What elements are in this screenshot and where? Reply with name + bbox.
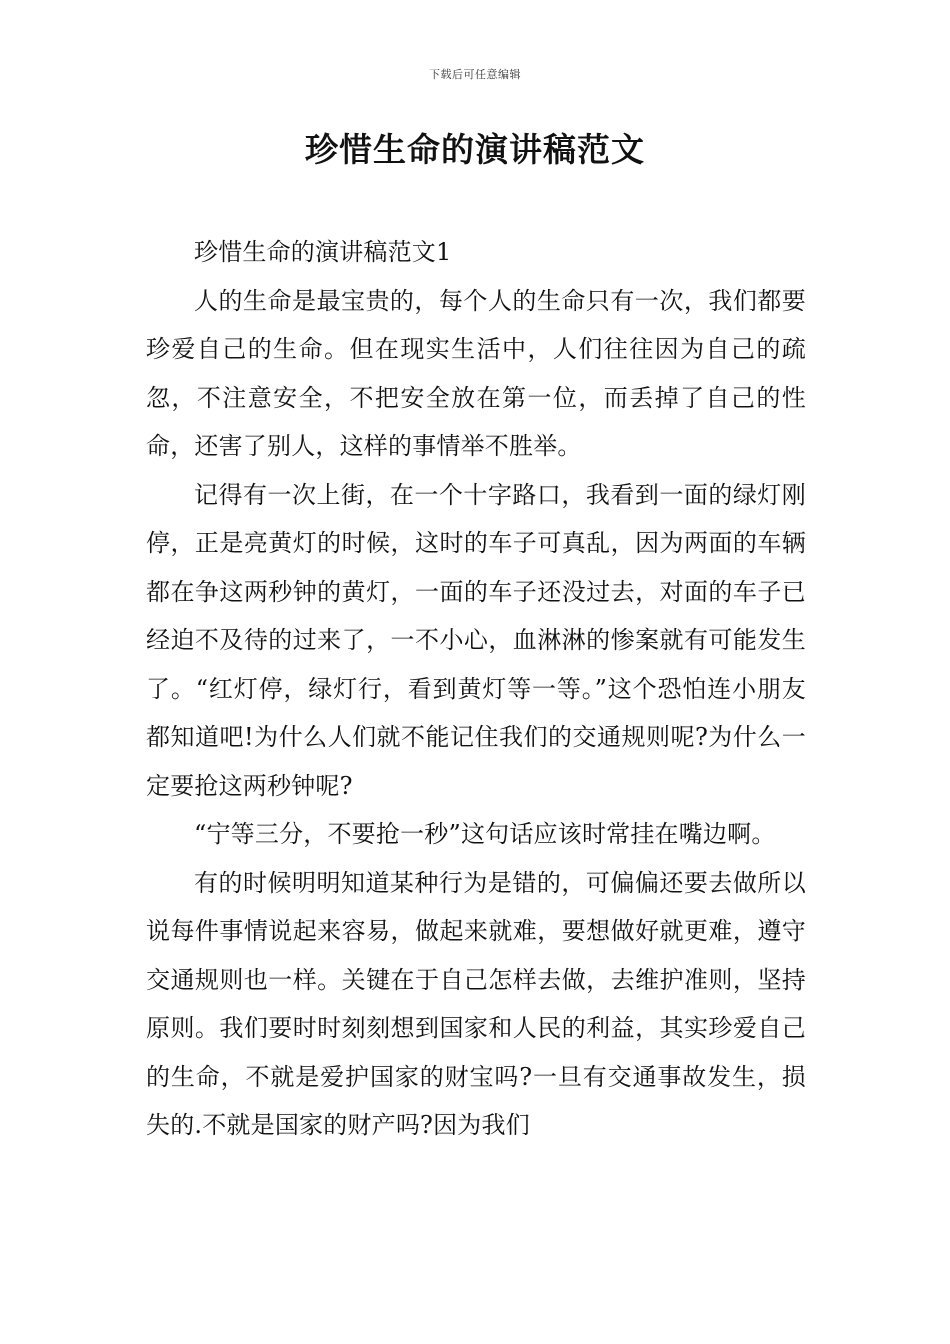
body-paragraph: “宁等三分，不要抢一秒”这句话应该时常挂在嘴边啊。 <box>194 820 776 848</box>
body-paragraph: 人的生命是最宝贵的，每个人的生命只有一次，我们都要珍爱自己的生命。但在现实生活中，人们往往因为自己的疏忽，不注意安全，不把安全放在第一位，而丢掉了自己的性命，还害了别人，这样的事情举不胜举。 <box>146 286 806 460</box>
subtitle-paragraph: 珍惜生命的演讲稿范文1 <box>194 238 452 266</box>
header-note: 下载后可任意编辑 <box>429 68 521 81</box>
body-paragraph: 记得有一次上街，在一个十字路口，我看到一面的绿灯刚停，正是亮黄灯的时候，这时的车子可真乱，因为两面的车辆都在争这两秒钟的黄灯，一面的车子还没过去，对面的车子已经迫不及待的过来了，一不小心，血淋淋的惨案就有可能发生了。“红灯停，绿灯行，看到黄灯等一等。”这个恐怕连小朋友都知道吧!为什么人们就不能记住我们的交通规则呢?为什么一定要抢这两秒钟呢? <box>146 480 806 800</box>
document-title: 珍惜生命的演讲稿范文 <box>305 130 645 169</box>
body-paragraph: 有的时候明明知道某种行为是错的，可偏偏还要去做所以说每件事情说起来容易，做起来就难，要想做好就更难，遵守交通规则也一样。关键在于自己怎样去做，去维护准则，坚持原则。我们要时时刻刻想到国家和人民的利益，其实珍爱自己的生命，不就是爱护国家的财宝吗?一旦有交通事故发生，损失的.不就是国家的财产吗?因为我们 <box>146 868 806 1139</box>
document-body <box>146 228 806 1150</box>
